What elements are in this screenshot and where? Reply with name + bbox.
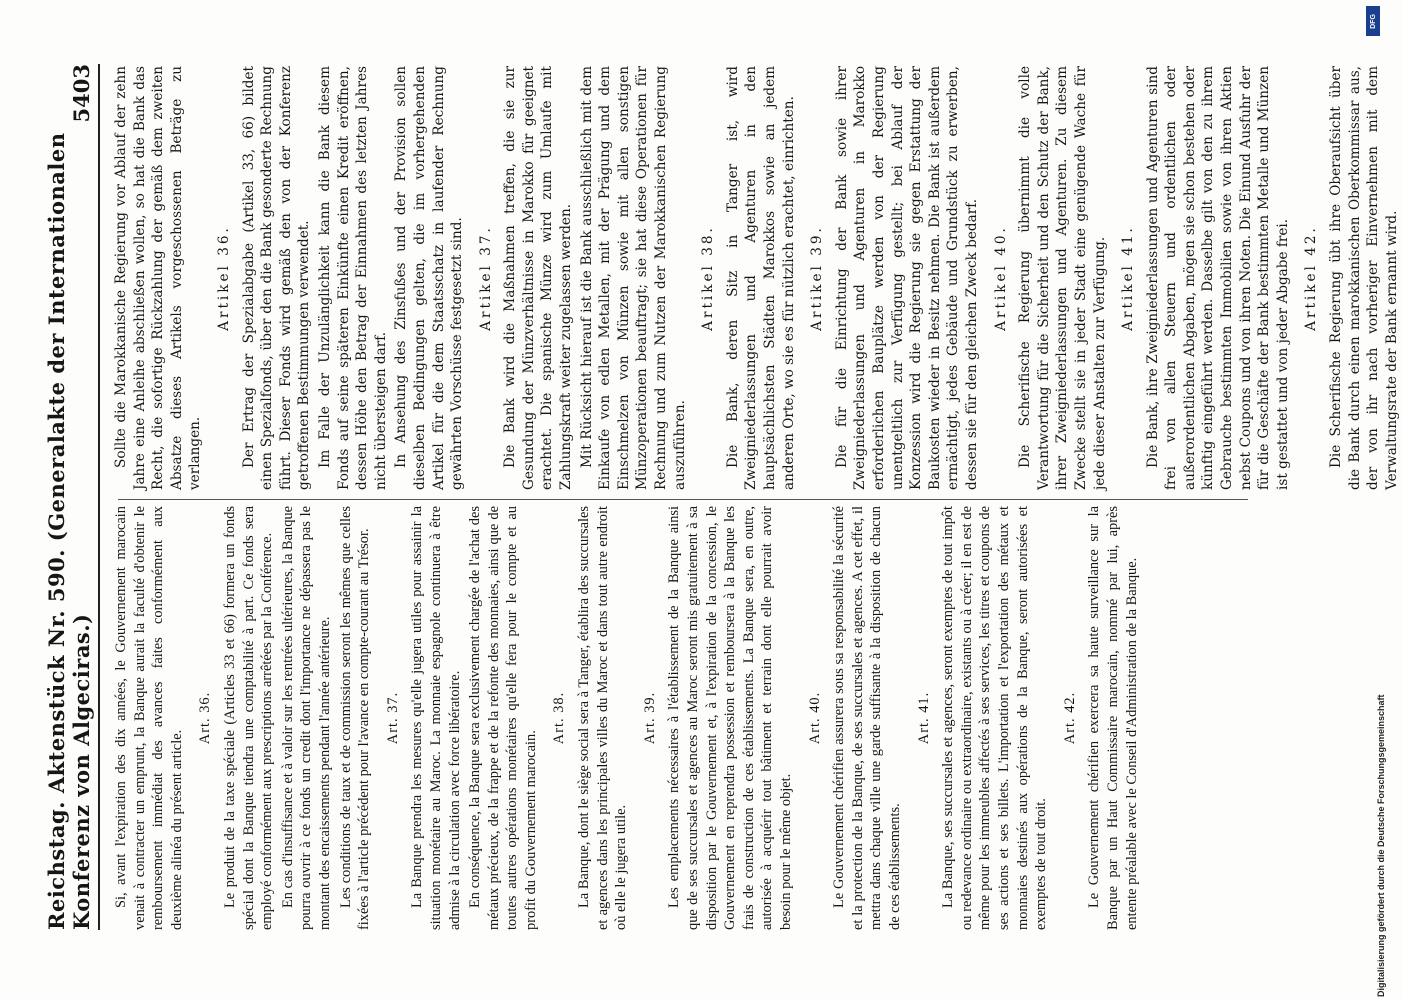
article-paragraph: Die Bank, deren Sitz in Tanger ist, wird Zweigniederlassungen und Agenturen in den hauptsächlichsten Städten Marokkos sowie an jedem anderen Orte, wo sie es für nützlich erachtet, einrichten.	[724, 66, 797, 490]
german-article-39	[808, 66, 981, 490]
article-paragraph: La Banque prendra les mesures qu'elle jugera utiles pour assainir la situation monétaire au Maroc. La monnaie espagnole continuera à être admise à la circulation avec force libératoire.	[409, 506, 463, 930]
german-article-38	[699, 66, 798, 490]
article-heading: Art. 39.	[641, 691, 658, 745]
french-article-37	[384, 506, 541, 930]
german-column	[112, 66, 1403, 490]
german-articles	[215, 66, 1401, 490]
article-heading: Art. 38.	[551, 691, 568, 745]
german-article-41	[1119, 66, 1292, 490]
article-heading: Artikel 39.	[809, 225, 826, 331]
article-paragraph: Le produit de la taxe spéciale (Articles 33 et 66) formera un fonds spécial dont la Banque tiendra une comptabilité à part. Ce fonds sera employé conformément aux prescriptions arrêtées par la Conférence.	[221, 506, 276, 930]
dfg-logo: DFG	[1366, 6, 1380, 36]
french-intro: Si, avant l'expiration des dix années, le Gouvernement marocain venait à contracter un emprunt, la Banque aurait la faculté d'obtenir le remboursement immédiat des avances faites conformément aux deuxième alinéa du présent article.	[113, 506, 185, 930]
french-article-40	[806, 506, 905, 930]
article-paragraph: Im Falle der Unzulänglichkeit kann die Bank diesem Fonds auf seine späteren Einkünfte einen Kredit eröffnen, dessen Höhe den Betrag der Einnahmen des letzten Jahres nicht übersteigen darf.	[316, 66, 389, 490]
german-article-36	[215, 66, 467, 490]
article-paragraph: Le Gouvernement chérifien assurera sous sa responsabilité la sécurité et la protection de la Banque, de ses succursales et agences. A cet effet, il mettra dans chaque ville une garde suffisante à la disposition de chacun de ces établissements.	[831, 506, 903, 930]
german-intro: Sollte die Marokkanische Regierung vor Ablauf der zehn Jahre eine Anleihe abschließen wollen, so hat die Bank das Recht, die sofortige Rückzahlung der gemäß dem zweiten Absatze dieses Artikels vorgeschossenen Beträge zu verlangen.	[113, 66, 204, 490]
article-paragraph: Die für die Einrichtung der Bank sowie ihrer Zweigniederlassungen und Agenturen in Marokko erforderlichen Bauplätze werden von der Regierung unentgeltlich zur Verfügung gestellt; bei Ablauf der Konzession wird die Regierung sie gegen Erstattung der Baukosten wieder in Besitz nehmen. Die Bank ist außerdem ermächtigt, jedes Gebäude und Grundstück zu erwerben, dessen sie für den gleichen Zweck bedarf.	[833, 66, 980, 490]
article-paragraph: Die Scherifische Regierung übt ihre Oberaufsicht über die Bank durch einen marokkanischen Oberkommissar aus, der von ihr nach vorheriger Einvernehmen mit dem Verwaltungsrate der Bank ernannt wird.	[1328, 66, 1400, 490]
article-paragraph: La Banque, dont le siège social sera à Tanger, établira des succursales et agences dans les principales villes du Maroc et dans tout autre endroit où elle le jugera utile.	[576, 506, 630, 930]
article-paragraph: Der Ertrag der Spezialabgabe (Artikel 33, 66) bildet einen Spezialfonds, über den die Bank gesonderte Rechnung führt. Dieser Fonds wird gemäß den von der Konferenz getroffenen Bestimmungen verwendet.	[240, 66, 313, 490]
french-article-41	[915, 506, 1051, 930]
page-header	[44, 64, 100, 930]
article-heading: Artikel 36.	[215, 225, 232, 331]
article-heading: Art. 36.	[197, 691, 214, 745]
french-article-36	[196, 506, 373, 930]
article-heading: Artikel 40.	[992, 225, 1009, 331]
article-paragraph: In Ansehung des Zinsfußes und der Provision sollen dieselben Bedingungen gelten, die im vorhergehenden Artikel für die dem Staatsschatz in laufender Rechnung gewährten Vorschüsse festgesetzt sind.	[393, 66, 466, 490]
french-article-39	[641, 506, 796, 930]
french-articles	[196, 506, 1141, 930]
german-article-42	[1302, 66, 1401, 490]
article-paragraph: Les conditions de taux et de commission seront les mêmes que celles fixées à l'article précédent pour l'avance en compte-courant au Trésor.	[337, 506, 373, 930]
article-paragraph: Les emplacements nécessaires à l'établissement de la Banque ainsi que de ses succursales et agences au Maroc seront mis gratuitement à sa disposition par le Gouvernement et, à l'expiration de la concession, le Gouvernement en reprendra possession et remboursera à la Banque les frais de construction de ces établissements. La Banque sera, en outre, autorisée à acquérir tout bâtiment et terrain dont elle pourrait avoir besoin pour le même objet.	[666, 506, 794, 930]
article-paragraph: La Banque, ses succursales et agences, seront exemptes de tout impôt ou redevance ordinaire ou extraordinaire, existants ou à créer; il en est de même pour les immeubles affectés à ses services, les titres et coupons de ses actions et ses billets. L'importation et l'exportation des métaux et monnaies destinés aux opérations de la Banque, seront autorisées et exemptes de tout droit.	[940, 506, 1050, 930]
article-heading: Artikel 42.	[1303, 225, 1320, 331]
article-paragraph: Die Bank, ihre Zweigniederlassungen und Agenturen sind frei von allen Steuern und ordentlichen oder außerordentlichen Abgaben, mögen sie schon bestehen oder künftig eingeführt werden. Dasselbe gilt von den zu ihrem Gebrauche bestimmten Immobilien sowie von ihren Aktien nebst Coupons und von ihren Noten. Die Einund Ausfuhr der für die Geschäfte der Bank bestimmten Metalle und Münzen ist gestattet und von jeder Abgabe frei.	[1144, 66, 1291, 490]
article-heading: Art. 40.	[806, 691, 823, 745]
digitization-credit: Digitalisierung gefördert durch die Deutsche Forschungsgemeinschaft	[1376, 694, 1386, 997]
german-article-40	[992, 66, 1110, 490]
header-title: Reichstag. Aktenstück Nr. 590. (Generalakte der Internationalen Konferenz von Algeciras.)	[44, 132, 94, 930]
article-paragraph: Mit Rücksicht hierauf ist die Bank ausschließlich mit dem Einkaufe von edlen Metallen, mit der Prägung und dem Einschmelzen von Münzen sowie mit allen sonstigen Münzoperationen beauftragt; sie hat diese Operationen für Rechnung und zum Nutzen der Marokkanischen Regierung auszuführen.	[578, 66, 688, 490]
article-heading: Artikel 38.	[700, 225, 717, 331]
french-article-42	[1061, 506, 1141, 930]
article-heading: Artikel 37.	[477, 225, 494, 331]
page-number: 5403	[69, 64, 94, 123]
article-paragraph: Le Gouvernement chérifien exercera sa haute surveillance sur la Banque par un Haut Commissaire marocain, nommé par lui, après entente préalable avec le Conseil d'Administration de la Banque.	[1086, 506, 1140, 930]
german-article-37	[477, 66, 690, 490]
article-paragraph: En conséquence, la Banque sera exclusivement chargée de l'achat des métaux précieux, de la frappe et de la refonte des monnaies, ainsi que de toutes autres opérations monétaires qu'elle fera pour le compte et au profit du Gouvernement marocain.	[467, 506, 539, 930]
column-divider	[118, 499, 1248, 500]
french-article-38	[550, 506, 630, 930]
article-heading: Artikel 41.	[1120, 225, 1137, 331]
article-heading: Art. 37.	[384, 691, 401, 745]
article-heading: Art. 41.	[915, 691, 932, 745]
article-paragraph: En cas d'insuffisance et à valoir sur les rentrées ultérieures, la Banque pourra ouvrir à ce fonds un credit dont l'importance ne dépassera pas le montant des encaissements pendant l'année antérieure.	[279, 506, 333, 930]
article-heading: Art. 42.	[1061, 691, 1078, 745]
french-column	[112, 506, 1143, 930]
article-paragraph: Die Bank wird die Maßnahmen treffen, die sie zur Gesundung der Münzverhältnisse in Marokko für geeignet erachtet. Die spanische Münze wird zum Umlaufe mit Zahlungskraft weiter zugelassen werden.	[502, 66, 575, 490]
article-paragraph: Die Scherifische Regierung übernimmt die volle Verantwortung für die Sicherheit und den Schutz der Bank, ihrer Zweigniederlassungen und Agenturen. Zu diesem Zwecke stellt sie in jeder Stadt eine genügende Wache für jede dieser Anstalten zur Verfügung.	[1017, 66, 1108, 490]
